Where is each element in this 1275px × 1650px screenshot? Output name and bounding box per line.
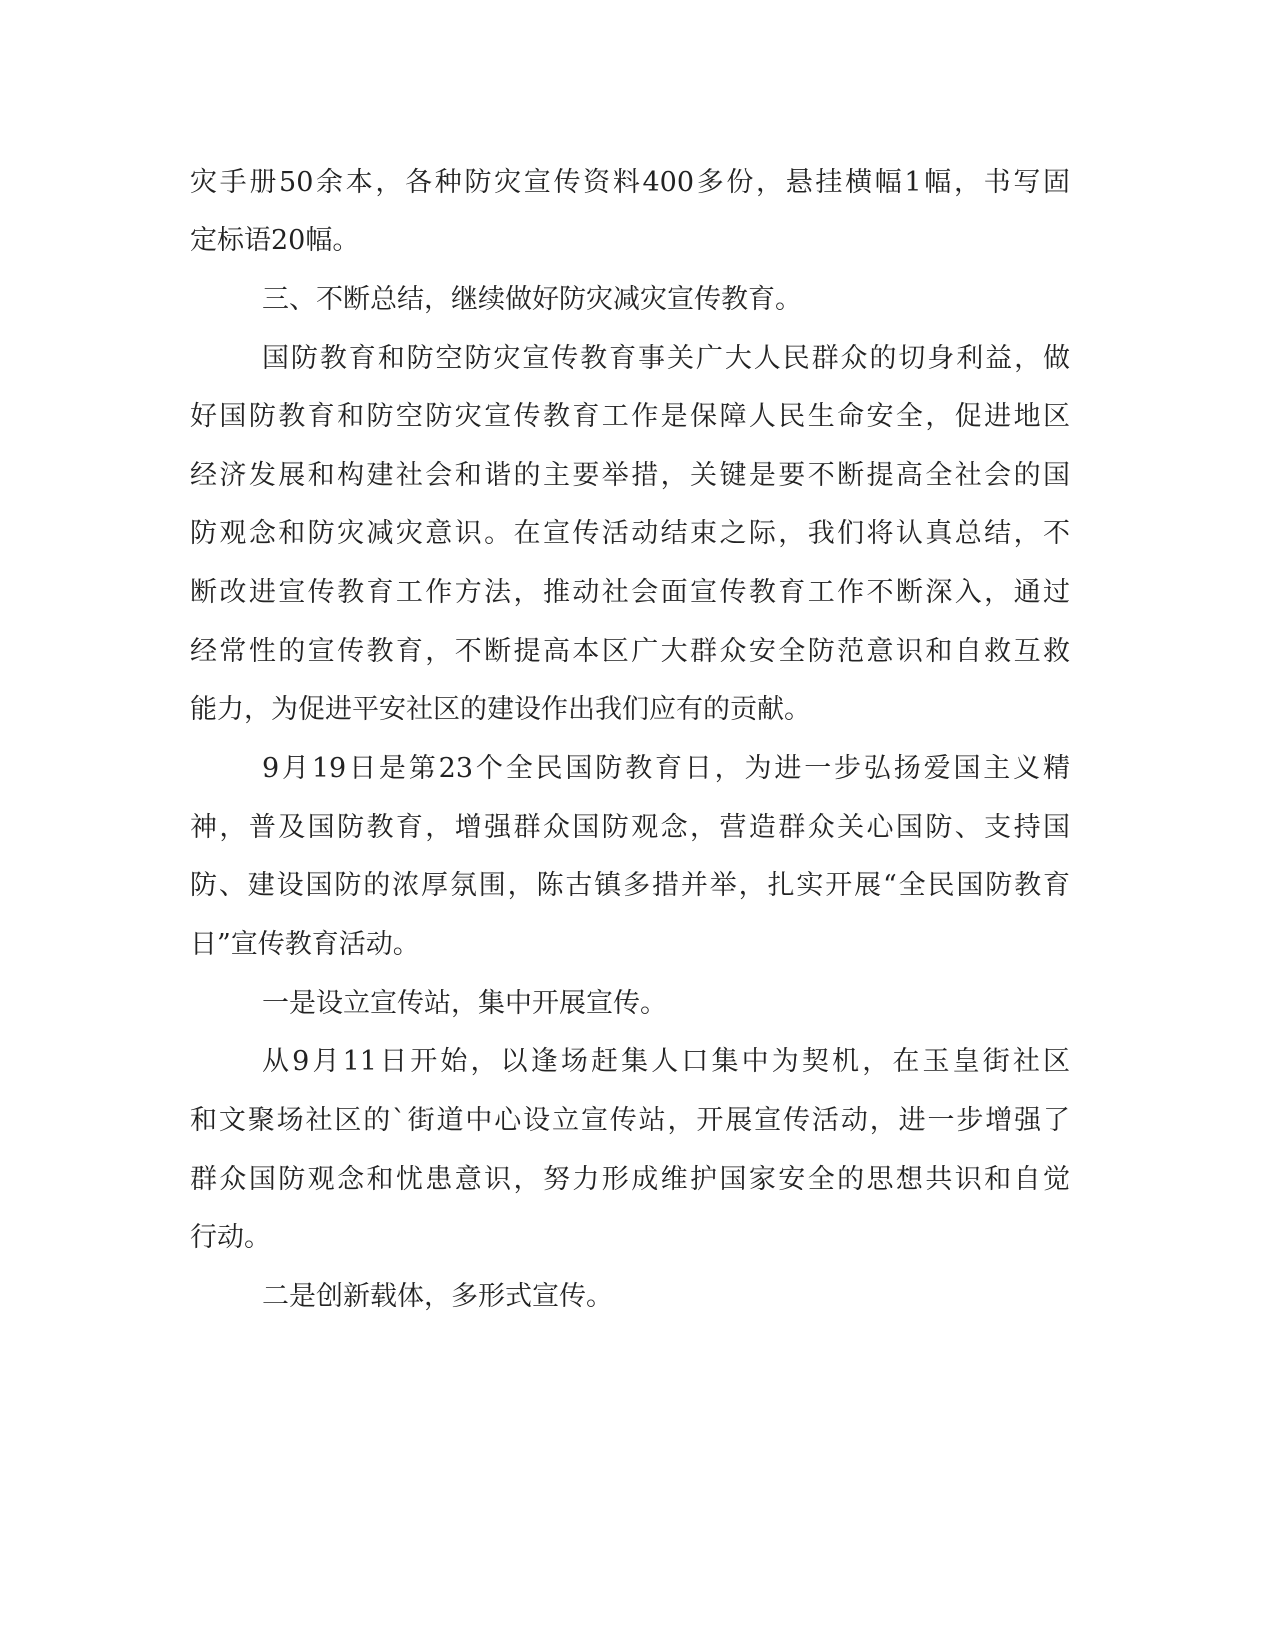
body-text-line: 行动。 <box>190 1222 271 1253</box>
body-text-line: 日”宣传教育活动。 <box>190 929 420 960</box>
body-text-line: 能力，为促进平安社区的建设作出我们应有的贡献。 <box>190 694 811 725</box>
section-heading: 一是设立宣传站，集中开展宣传。 <box>262 988 667 1019</box>
body-text-line: 经济发展和构建社会和谐的主要举措，关键是要不断提高全社会的国 <box>190 460 1070 491</box>
body-text-line: 防、建设国防的浓厚氛围，陈古镇多措并举，扎实开展“全民国防教育 <box>190 870 1070 901</box>
section-heading: 三、不断总结，继续做好防灾减灾宣传教育。 <box>262 284 802 315</box>
body-text-line: 从9月11日开始，以逢场赶集人口集中为契机，在玉皇街社区 <box>262 1046 1070 1077</box>
body-text-line: 定标语20幅。 <box>190 225 360 256</box>
body-text-line: 9月19日是第23个全民国防教育日，为进一步弘扬爱国主义精 <box>262 753 1070 784</box>
body-text-line: 灾手册50余本，各种防灾宣传资料400多份，悬挂横幅1幅，书写固 <box>190 167 1070 198</box>
body-text-line: 国防教育和防空防灾宣传教育事关广大人民群众的切身利益，做 <box>262 343 1070 374</box>
body-text-line: 和文聚场社区的`街道中心设立宣传站，开展宣传活动，进一步增强了 <box>190 1105 1070 1136</box>
body-text-line: 神，普及国防教育，增强群众国防观念，营造群众关心国防、支持国 <box>190 812 1070 843</box>
section-heading: 二是创新载体，多形式宣传。 <box>262 1281 613 1312</box>
body-text-line: 群众国防观念和忧患意识，努力形成维护国家安全的思想共识和自觉 <box>190 1164 1070 1195</box>
body-text-line: 经常性的宣传教育，不断提高本区广大群众安全防范意识和自救互救 <box>190 636 1070 667</box>
body-text-line: 断改进宣传教育工作方法，推动社会面宣传教育工作不断深入，通过 <box>190 577 1070 608</box>
body-text-line: 好国防教育和防空防灾宣传教育工作是保障人民生命安全，促进地区 <box>190 401 1070 432</box>
body-text-line: 防观念和防灾减灾意识。在宣传活动结束之际，我们将认真总结，不 <box>190 518 1070 549</box>
